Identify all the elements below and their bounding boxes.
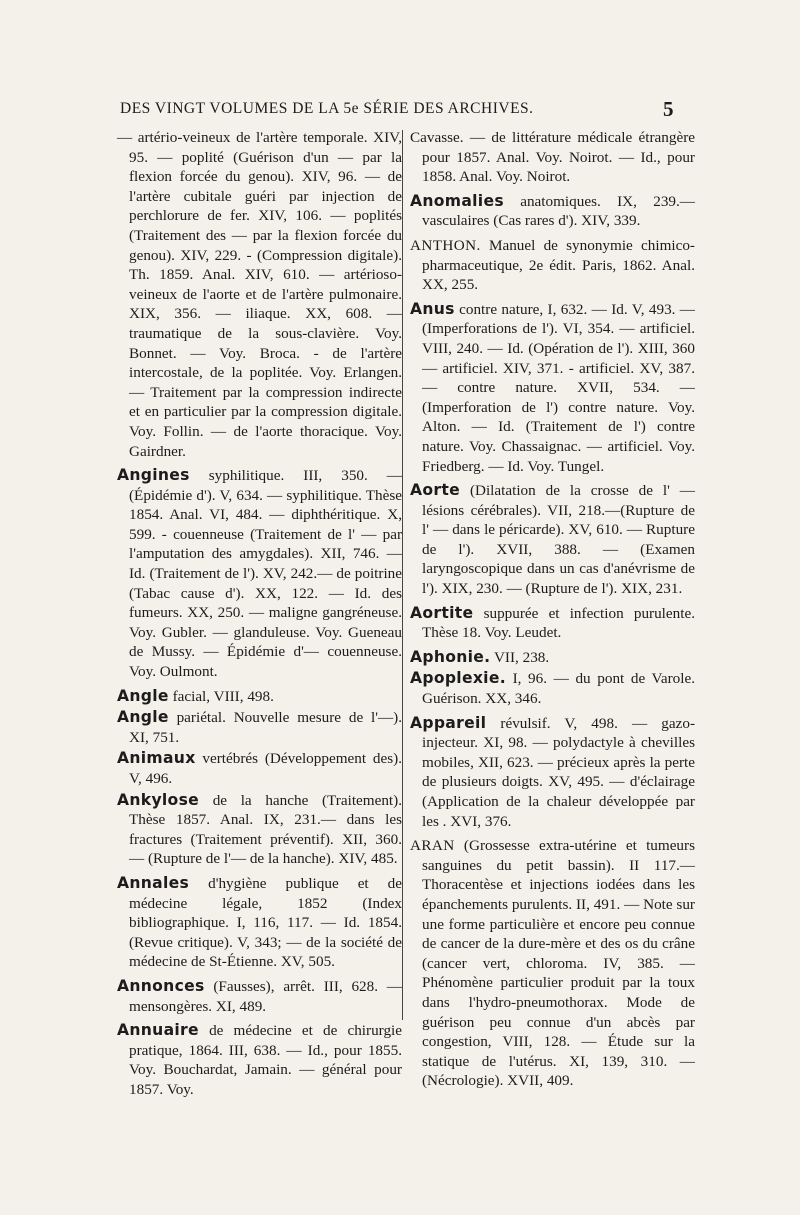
- entry-headword: Angle: [117, 708, 169, 727]
- entry-text: — artério-veineux de l'artère temporale. XIV, 95. — poplité (Guérison d'un — par la flexion forcée du genou). XIV, 96. — de l'artère cubitale guéri par injection de perchlorure de fer. XIV, 106. — poplités (Traitement des — par la flexion forcée du genou). XIV, 229. - (Compression digitale). Th. 1859. Anal. XIV, 610. — artérioso-veineux de l'aorte et de l'artère pulmonaire. XIX, 356. — iliaque. XX, 608. — traumatique de la sous-clavière. Voy. Bonnet. — Voy. Broca. - de l'artère intercostale, de la poplitée. Voy. Erlangen. — Traitement par la compression indirecte et en particulier par la compression digitale. Voy. Follin. — de l'aorte thoracique. Voy. Gairdner.: [117, 129, 402, 460]
- entry-headword: Anomalies: [410, 191, 504, 210]
- entry-text: vertébrés (Développement des). V, 496.: [129, 750, 402, 787]
- entry: [117, 874, 402, 972]
- entry-headword: Annonces: [117, 976, 205, 995]
- entry: [117, 687, 402, 707]
- entry-text: (Grossesse extra-utérine et tumeurs sanguines du petit bassin). II 117.— Thoracentèse et injections iodées dans les épanchements purulents. II, 491. — Note sur une forme particulière et encore peu connue de cancer de la dure-mère et des os du crâne (cancer vert, chloroma. IV, 385. — Phénomène particulier produit par la toux dans l'hydro-pneumothorax. Mode de guérison peu connue d'un abcès par congestion, VIII, 128. — Étude sur la statique de l'utérus. XI, 139, 310. — (Nécrologie). XVII, 409.: [422, 837, 695, 1090]
- entry-text: de médecine et de chirurgie pratique, 1864. III, 638. — Id., pour 1855. Voy. Bouchardat, Jamain. — général pour 1857. Voy.: [129, 1022, 403, 1098]
- left-column: [117, 128, 402, 1105]
- entry: [117, 749, 402, 788]
- entry-text: anatomiques. IX, 239.— vasculaires (Cas rares d'). XIV, 339.: [422, 192, 695, 230]
- running-header: [120, 97, 674, 121]
- entry-headword: Aorte: [410, 481, 461, 500]
- entry-text: révulsif. V, 498. — gazo-injecteur. XI, 98. — polydactyle à chevilles mobiles, XII, 623. — précieux après la perte de plusieurs doigts. XV, 495. — d'éclairage (Application de la chaleur développée par les . XVI, 376.: [422, 714, 696, 830]
- header-title: DES VINGT VOLUMES DE LA 5e SÉRIE DES ARCHIVES.: [120, 100, 534, 117]
- entry-headword: Anus: [410, 299, 455, 318]
- entry: [410, 714, 695, 832]
- entry-text: d'hygiène publique et de médecine légale, 1852 (Index bibliographique. I, 116, 117. — Id. 1854. (Revue critique). V, 343; — de la société de médecine de St-Étienne. XV, 505.: [129, 874, 402, 971]
- entry: [410, 604, 695, 643]
- entry-text: syphilitique. III, 350. — (Épidémie d'). V, 634. — syphilitique. Thèse 1854. Anal. VI, 484. — diphthéritique. X, 599. - couenneuse (Traitement de l' — par l'amputation des amygdales). XII, 746. — Id. (Traitement de l'). XV, 242.— de poitrine (Tabac cause d'). XX, 122. — Id. des fumeurs. XX, 250. — maligne gangréneuse. Voy. Gubler. — glanduleuse. Voy. Gueneau de Mussy. — Épidémie d'— couenneuse. Voy. Oulmont.: [129, 467, 402, 681]
- entry-text: suppurée et infection purulente. Thèse 18. Voy. Leudet.: [422, 604, 695, 642]
- entry-headword: Angle: [117, 686, 169, 705]
- entry-text: (Dilatation de la crosse de l' — lésions cérébrales). VII, 218.—(Rupture de l' — dans le péricarde). XV, 610. — Rupture de l'). XVII, 388. — (Examen laryngoscopique dans un cas d'anévrisme de l'). XIX, 230. — (Rupture de l'). XIX, 231.: [422, 482, 695, 598]
- entry: [410, 836, 695, 1091]
- entry-text: facial, VIII, 498.: [172, 687, 274, 705]
- entry: [410, 648, 695, 668]
- entry-headword: Appareil: [410, 713, 487, 732]
- entry-text: Manuel de synonymie chimico-pharmaceutique, 2e édit. Paris, 1862. Anal. XX, 255.: [422, 236, 695, 294]
- entry-text: contre nature, I, 632. — Id. V, 493. — (Imperforations de l'). VI, 354. — artificiel. VIII, 240. — Id. (Opération de l'). XIII, 360 — artificiel. XIV, 371. - artificiel. XV, 387. — contre nature. XVII, 534. — (Imperforation de l') contre nature. Voy. Alton. — Id. (Traitement de l') contre nature. Voy. Chassaignac. — artificiel. Voy. Friedberg. — Id. Voy. Tungel.: [422, 300, 695, 475]
- entry: [117, 977, 402, 1016]
- entry-headword: Apoplexie.: [410, 669, 506, 688]
- entry-headword: Aortite: [410, 603, 474, 622]
- entry: [410, 481, 695, 599]
- entry-headword: Ankylose: [117, 790, 200, 809]
- entry-text: de la hanche (Traitement). Thèse 1857. Anal. IX, 231.— dans les fractures (Traitement préventif). XII, 360. — (Rupture de l'— de la hanche). XIV, 485.: [129, 791, 402, 868]
- entry: [117, 466, 402, 682]
- entry: [117, 128, 402, 461]
- entry: [410, 192, 695, 231]
- entry-text: pariétal. Nouvelle mesure de l'—). XI, 751.: [129, 709, 402, 746]
- entry-headword: Annales: [117, 873, 190, 892]
- right-column: [410, 128, 695, 1096]
- entry-text: (Fausses), arrêt. III, 628. — mensongères. XI, 489.: [129, 977, 403, 1015]
- entry: [117, 708, 402, 747]
- entry-headword: ANTHON.: [410, 236, 481, 254]
- column-divider: [402, 130, 403, 1020]
- entry: [410, 236, 695, 295]
- page-number: 5: [663, 97, 674, 121]
- entry-headword: Animaux: [117, 749, 196, 768]
- entry-headword: ARAN: [410, 837, 455, 855]
- entry-text: VII, 238.: [493, 648, 550, 666]
- entry: [410, 128, 695, 187]
- entry-text: Cavasse. — de littérature médicale étrangère pour 1857. Anal. Voy. Noirot. — Id., pour 1858. Anal. Voy. Noirot.: [410, 129, 695, 186]
- entry-text: I, 96. — du pont de Varole. Guérison. XX, 346.: [422, 670, 695, 708]
- entry: [117, 791, 402, 869]
- entry-headword: Aphonie.: [410, 647, 491, 666]
- entry: [410, 669, 695, 708]
- entry: [410, 300, 695, 476]
- entry-headword: Annuaire: [117, 1021, 199, 1040]
- entry-headword: Angines: [117, 466, 190, 485]
- entry: [117, 1021, 402, 1099]
